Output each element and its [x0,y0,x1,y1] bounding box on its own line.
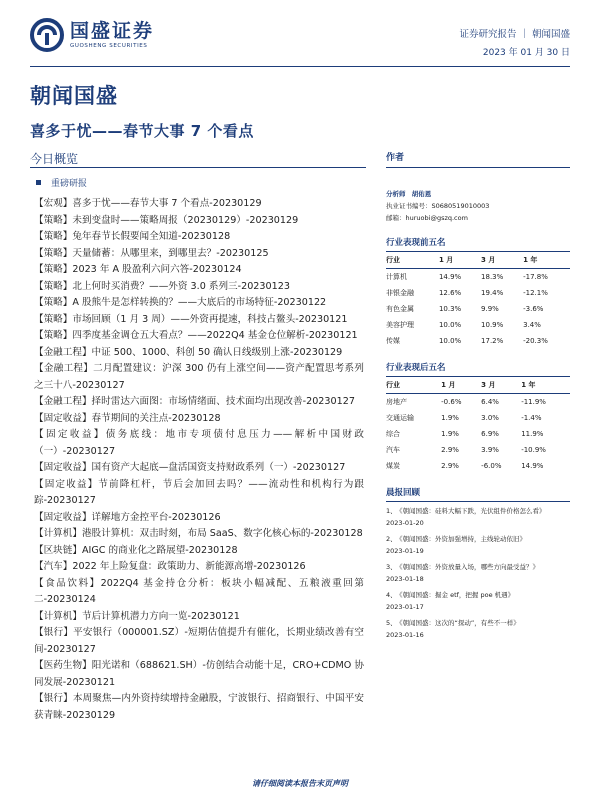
table-cell: 3.9% [481,446,499,454]
morning-review-heading: 晨报回顾 [386,484,570,502]
report-item[interactable]: 【固定收益】节前降杠杆，节后会加回去吗？——流动性和机构行为跟踪-20230127 [34,478,364,506]
report-item[interactable]: 【金融工程】中证 500、1000、科创 50 确认日线级别上涨-20230129 [34,346,343,358]
table-row [386,301,570,317]
morning-review-item[interactable] [386,506,570,516]
company-logo [30,18,154,52]
logo-name-en: GUOSHENG SECURITIES [70,43,148,49]
morning-review-date: 2023-01-18 [386,575,424,583]
table-cell: -0.6% [441,398,462,406]
table-header-cell: 3 月 [481,377,521,394]
table-cell: 10.3% [438,305,462,313]
table-row [386,426,570,442]
morning-review-title[interactable]: 《朝闻国盛：这次的“探动”，有些不一样》 [396,619,520,627]
report-item[interactable]: 【策略】未到变盘时——策略周报（20230129）-20230129 [34,214,299,226]
table-cell: 3.0% [481,414,499,422]
report-item[interactable]: 【医药生物】阳光诺和（688621.SH）-仿创结合动能十足，CRO+CDMO 协同发展-20230121 [34,660,364,688]
bottom-industries-heading: 行业表现后五名 [386,359,570,377]
table-cell: 交通运输 [386,414,414,422]
table-cell: 1.9% [441,414,459,422]
guosheng-logo-icon [30,18,64,52]
morning-review-item[interactable] [386,562,570,572]
report-item[interactable]: 【计算机】节后计算机潜力方向一览-20230121 [34,610,240,622]
section-heading [36,176,87,189]
morning-review-number: 1、 [386,507,397,515]
square-bullet-icon [36,180,41,185]
report-list [34,196,364,724]
report-item[interactable]: 【策略】2023 年 A 股盈利六问六答-20230124 [34,264,242,275]
report-item[interactable]: 【固定收益】债务底线：地市专项债付息压力——解析中国财政（一）-20230127 [34,429,364,457]
morning-review-item[interactable] [386,534,570,544]
footer-disclaimer: 请仔细阅读本报告末页声明 [252,779,348,788]
sidebar [386,150,570,646]
morning-review-number: 5、 [386,619,397,627]
report-item[interactable]: 【金融工程】二月配置建议：沪深 300 仍有上涨空间——资产配置思考系列之三十八-20230127 [34,363,364,391]
overview-divider [30,167,366,168]
table-cell: -3.6% [523,305,544,313]
table-cell: 14.9% [438,273,462,281]
morning-review-number: 3、 [386,563,397,571]
table-cell: 计算机 [386,273,407,281]
author-info [386,188,570,224]
table-cell: 综合 [386,430,400,438]
table-cell: -17.8% [523,273,548,281]
table-header-cell: 行业 [386,377,441,394]
table-cell: 18.3% [481,273,504,281]
table-cell: 汽车 [386,446,400,454]
table-row [386,394,570,411]
table-row [386,285,570,301]
report-item[interactable]: 【策略】四季度基金调仓五大看点？——2022Q4 基金仓位解析-20230121 [34,330,358,341]
table-cell: 19.4% [481,289,504,297]
table-cell: 9.9% [481,305,499,313]
table-cell: 2.9% [441,462,459,470]
table-cell: 房地产 [386,398,407,406]
report-item[interactable]: 【固定收益】详解地方金控平台-20230126 [34,511,221,523]
table-cell: 10.9% [481,321,504,329]
report-headline: 喜多于忧——春节大事 7 个看点 [30,122,254,140]
table-cell: 6.4% [481,398,499,406]
table-cell: 非银金融 [386,289,414,297]
table-header-cell: 3 月 [481,252,523,269]
report-item[interactable]: 【金融工程】择时雷达六面图：市场情绪面、技术面均出现改善-20230127 [34,396,355,407]
table-cell: 11.9% [521,430,544,438]
morning-review-title[interactable]: 《朝闻国盛：外资加强增持，主线轮动依旧》 [396,535,526,543]
table-header-cell: 1 月 [439,252,481,269]
table-cell: 2.9% [441,446,459,454]
table-row [386,442,570,458]
table-cell: -6.0% [481,462,502,470]
morning-review-title[interactable]: 《朝闻国盛：硅料大幅下跌，光伏组件价格怎么看》 [396,507,546,515]
table-row [386,410,570,426]
morning-review-item[interactable] [386,618,570,628]
morning-review-number: 4、 [386,591,397,599]
morning-review-date: 2023-01-16 [386,631,424,639]
morning-review-number: 2、 [386,535,397,543]
table-row [386,317,570,333]
table-cell: -11.9% [521,398,546,406]
table-header-cell: 1 年 [521,377,570,394]
table-cell: 有色金属 [386,305,414,313]
table-cell: 美容护理 [386,321,414,329]
table-header-cell: 1 月 [441,377,481,394]
author-heading: 作者 [386,150,570,168]
header-divider [30,66,570,67]
report-item[interactable]: 【食品饮料】2022Q4 基金持仓分析：板块小幅减配、五粮液重回第二-20230124 [34,577,364,605]
bottom-industries-table [386,377,570,474]
table-cell: 煤炭 [386,462,400,470]
logo-name-cn: 国盛证券 [70,20,155,42]
table-cell: 10.0% [438,337,462,345]
top-industries-heading: 行业表现前五名 [386,234,570,252]
page-header [30,16,570,66]
table-cell: -20.3% [523,337,548,345]
top-industries-table [386,252,570,349]
table-cell: 3.4% [523,321,541,329]
table-cell: 传媒 [386,337,400,345]
analyst-email[interactable]: huruobi@gszq.com [405,214,468,222]
report-item[interactable]: 【区块链】AIGC 的商业化之路展望-20230128 [34,544,238,556]
section-label: 重磅研报 [51,179,88,189]
report-item[interactable]: 【汽车】2022 年上险复盘：政策助力、新能源高增-20230126 [34,561,306,572]
morning-review-date: 2023-01-20 [386,519,424,527]
report-item[interactable]: 【策略】A 股熊牛是怎样转换的？——大底后的市场特征-20230122 [34,297,327,308]
table-header-cell: 行业 [386,252,439,269]
table-cell: 6.9% [481,430,499,438]
table-cell: 10.0% [438,321,462,329]
page-title: 朝闻国盛 [30,84,118,108]
analyst-label: 分析师 [386,190,406,198]
report-item[interactable]: 【策略】兔年春节长假要闻全知道-20230128 [34,231,231,242]
analyst-name: 胡佑恩 [411,190,432,198]
report-item[interactable]: 【固定收益】春节期间的关注点-20230128 [34,412,221,424]
morning-review-date: 2023-01-19 [386,547,424,555]
table-header-cell: 1 年 [523,252,570,269]
report-item[interactable]: 【策略】天量储蓄：从哪里来，到哪里去？-20230125 [34,247,269,259]
overview-heading: 今日概览 [30,152,79,166]
table-cell: -12.1% [523,289,548,297]
table-cell: -10.9% [521,446,546,454]
report-item[interactable]: 【银行】本周聚焦—内外资持续增持金融股，宁波银行、招商银行、中国平安获青睐-20230129 [34,693,364,721]
license-label: 执业证书编号： [386,202,432,210]
report-item[interactable]: 【宏观】喜多于忧——春节大事 7 个看点-20230129 [34,198,262,209]
table-cell: 12.6% [438,289,462,297]
morning-review-list [386,506,570,640]
report-item[interactable]: 【固定收益】国有资产大起底—盘活国资支持财政系列（一）-20230127 [34,462,346,473]
table-row [386,333,570,349]
license-number: S0680519010003 [431,202,490,210]
email-label: 邮箱： [386,214,406,222]
report-date: 2023 年 01 月 30 日 [482,48,570,58]
morning-review-title[interactable]: 《朝闻国盛：掘金 etf，把握 poe 机遇》 [396,591,515,599]
report-item[interactable]: 【策略】北上何时买消费？——外资 3.0 系列三-20230123 [34,280,290,292]
table-row [386,269,570,286]
table-cell: 17.2% [481,337,504,345]
table-cell: 1.9% [441,430,459,438]
report-category: 证券研究报告 ｜ 朝闻国盛 [459,29,570,40]
table-row [386,458,570,474]
morning-review-item[interactable] [386,590,570,600]
report-item[interactable]: 【计算机】港股计算机：双击时刻，布局 SaaS、数字化核心标的-20230128 [34,528,363,539]
table-cell: 14.9% [521,462,544,470]
report-item[interactable]: 【策略】市场回顾（1 月 3 周）——外资再提速，科技占鳌头-20230121 [34,313,348,325]
morning-review-date: 2023-01-17 [386,603,424,611]
morning-review-title[interactable]: 《朝闻国盛：外资放量入场，哪些方向最受益？》 [396,563,539,571]
table-cell: -1.4% [521,414,542,422]
report-item[interactable]: 【银行】平安银行（000001.SZ）-短期估值提升有催化，长期业绩改善有空间-20230127 [34,627,364,655]
